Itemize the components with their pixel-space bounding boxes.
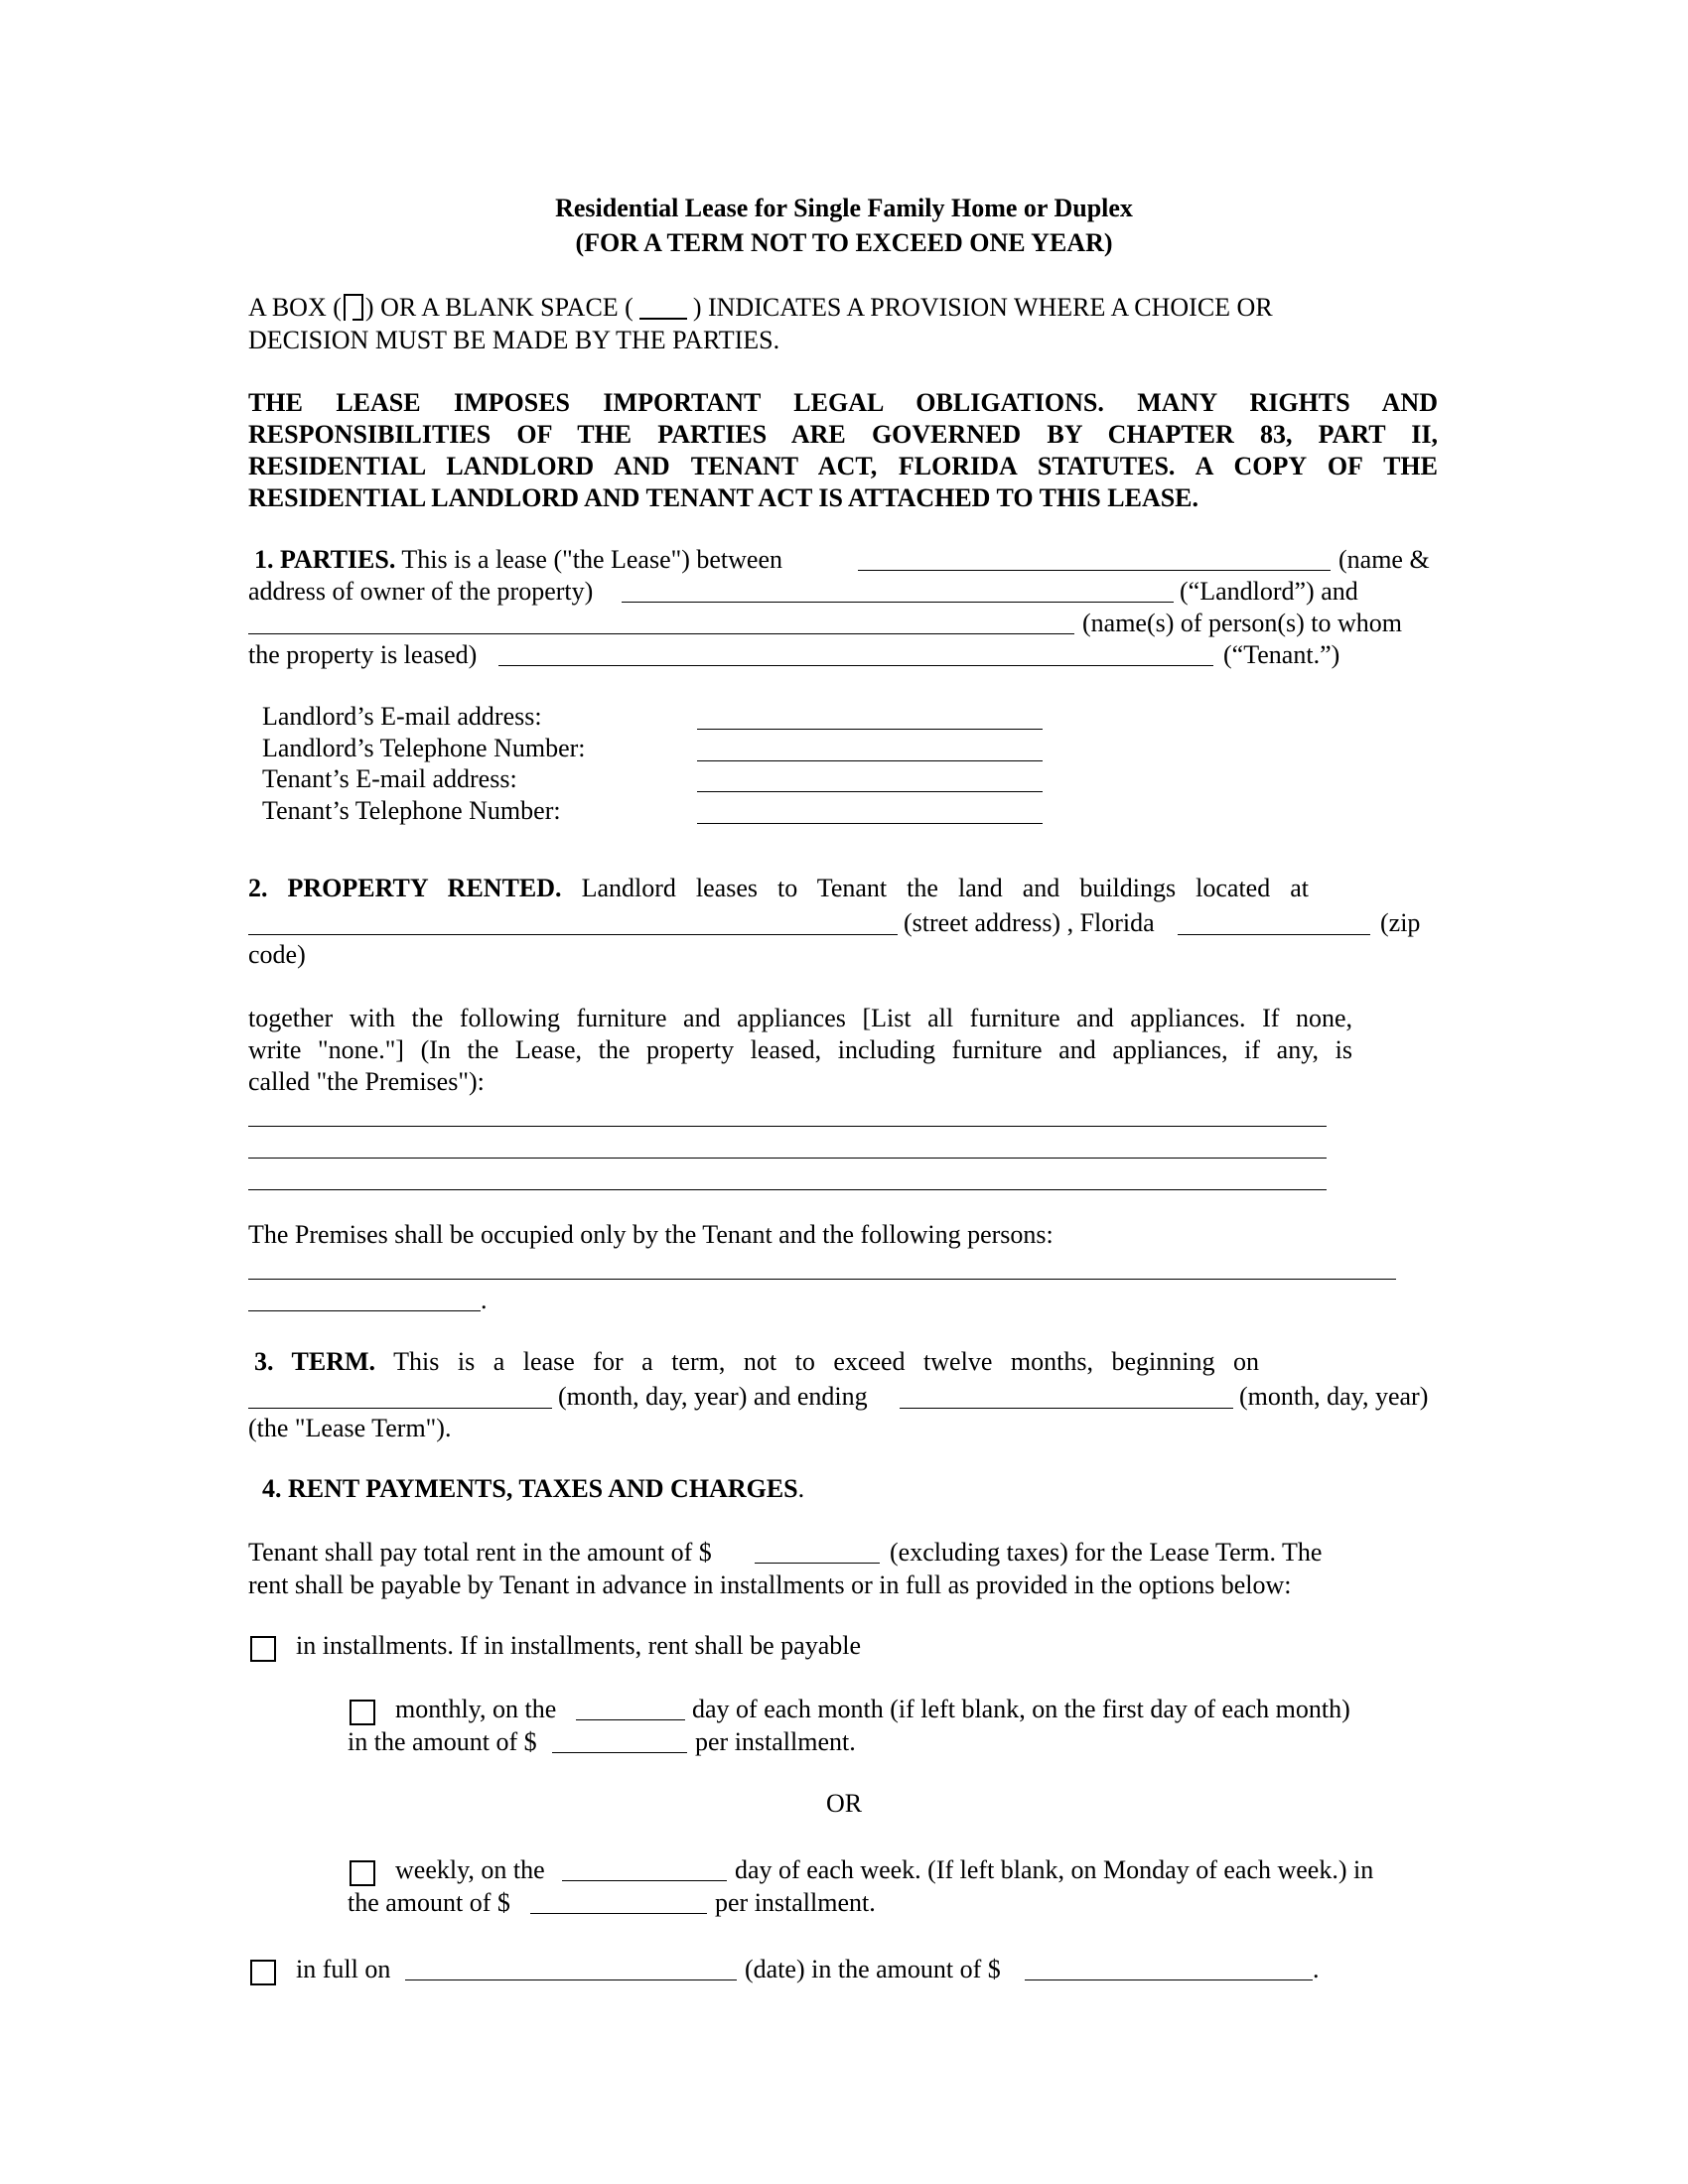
tenant-email-blank[interactable] [697, 791, 1043, 792]
in-full-checkbox[interactable] [250, 1960, 276, 1985]
monthly-per-label: per installment. [695, 1727, 856, 1756]
sample-blank-icon [639, 300, 687, 320]
weekly-checkbox[interactable] [350, 1860, 375, 1886]
s3-start-label: (month, day, year) and ending [558, 1382, 868, 1411]
s2-heading: 2. PROPERTY RENTED. [248, 874, 562, 902]
occupants-blank-2[interactable] [248, 1310, 481, 1311]
tenant-phone-blank[interactable] [697, 823, 1043, 824]
s1-tenant-names-label: (name(s) of person(s) to whom [1082, 609, 1403, 637]
intro-line-2: DECISION MUST BE MADE BY THE PARTIES. [248, 326, 780, 354]
s2-occupied-text: The Premises shall be occupied only by the Tenant and the following persons: [248, 1220, 1054, 1249]
monthly-amount-blank[interactable] [552, 1752, 687, 1753]
in-full-amount-blank[interactable] [1025, 1979, 1313, 1980]
s1-landlord-label: (“Landlord”) and [1180, 577, 1358, 606]
landlord-email-blank[interactable] [697, 729, 1043, 730]
s2-para-1: together with the following furniture and appliances [List all furniture and appliances. If none, [248, 1004, 1352, 1032]
or-label: OR [825, 1789, 863, 1818]
monthly-amount-label: in the amount of $ [348, 1727, 537, 1756]
s3-end-label: (month, day, year) [1239, 1382, 1429, 1411]
document-title: Residential Lease for Single Family Home or Duplex [555, 194, 1133, 222]
warning-line-2: RESPONSIBILITIES OF THE PARTIES ARE GOVERNED BY CHAPTER 83, PART II, [248, 420, 1438, 449]
landlord-address-blank[interactable] [622, 602, 1174, 603]
weekly-amount-label: the amount of $ [348, 1888, 510, 1917]
s1-heading: 1. PARTIES. [254, 545, 396, 574]
start-date-blank[interactable] [248, 1408, 552, 1409]
s1-line-1: 1. PARTIES. This is a lease ("the Lease") between [254, 545, 783, 574]
s3-lease-term-label: (the "Lease Term"). [248, 1414, 452, 1442]
monthly-checkbox[interactable] [350, 1700, 375, 1725]
landlord-name-blank[interactable] [858, 570, 1331, 571]
s3-line-1: 3. TERM. This is a lease for a term, not to exceed twelve months, beginning on [254, 1347, 1259, 1376]
weekly-amount-blank[interactable] [530, 1913, 707, 1914]
occupants-blank-1[interactable] [248, 1279, 1396, 1280]
intro-line: A BOX ( ) OR A BLANK SPACE ( ) INDICATES A PROVISION WHERE A CHOICE OR [248, 293, 1273, 322]
s4-para-2: rent shall be payable by Tenant in advance in installments or in full as provided in the options below: [248, 1570, 1292, 1599]
weekly-day-blank[interactable] [562, 1880, 727, 1881]
end-date-blank[interactable] [900, 1408, 1233, 1409]
s2-zip-label: (zip [1380, 908, 1421, 937]
s4-heading-line: 4. RENT PAYMENTS, TAXES AND CHARGES. [262, 1474, 805, 1503]
warning-line-4: RESIDENTIAL LANDLORD AND TENANT ACT IS ATTACHED TO THIS LEASE. [248, 483, 1199, 512]
in-full-date-blank[interactable] [405, 1979, 737, 1980]
s1-tenant-label: (“Tenant.”) [1223, 640, 1340, 669]
total-rent-blank[interactable] [755, 1563, 880, 1564]
weekly-day-label: day of each week. (If left blank, on Monday of each week.) in [735, 1855, 1374, 1884]
street-address-blank[interactable] [248, 934, 898, 935]
tenant-name-blank-2[interactable] [498, 665, 1213, 666]
in-full-amount-label: (date) in the amount of $ [745, 1955, 1001, 1983]
s1-name-label: (name & [1338, 545, 1430, 574]
monthly-day-label: day of each month (if left blank, on the first day of each month) [692, 1695, 1350, 1723]
s2-para-3: called "the Premises"): [248, 1067, 485, 1096]
installments-checkbox[interactable] [250, 1636, 276, 1662]
monthly-label: monthly, on the [395, 1695, 557, 1723]
s4-heading: 4. RENT PAYMENTS, TAXES AND CHARGES [262, 1474, 798, 1503]
s2-para-2: write "none."] (In the Lease, the property leased, including furniture and appliances, if any, is [248, 1035, 1352, 1064]
monthly-day-blank[interactable] [576, 1719, 685, 1720]
s1-leased-label: the property is leased) [248, 640, 478, 669]
tenant-email-label: Tenant’s E-mail address: [262, 764, 517, 793]
s2-line-1: 2. PROPERTY RENTED. Landlord leases to Tenant the land and buildings located at [248, 874, 1309, 902]
warning-line-1: THE LEASE IMPOSES IMPORTANT LEGAL OBLIGATIONS. MANY RIGHTS AND [248, 388, 1438, 417]
weekly-per-label: per installment. [715, 1888, 876, 1917]
zip-blank[interactable] [1178, 934, 1370, 935]
landlord-phone-label: Landlord’s Telephone Number: [262, 734, 586, 762]
s4-rent-label: Tenant shall pay total rent in the amount of $ [248, 1538, 712, 1567]
warning-line-3: RESIDENTIAL LANDLORD AND TENANT ACT, FLORIDA STATUTES. A COPY OF THE [248, 452, 1438, 480]
s1-address-label: address of owner of the property) [248, 577, 594, 606]
tenant-phone-label: Tenant’s Telephone Number: [262, 796, 561, 825]
in-full-period: . [1313, 1955, 1320, 1983]
installments-label: in installments. If in installments, rent shall be payable [296, 1631, 861, 1660]
furniture-blank-3[interactable] [248, 1189, 1327, 1190]
s2-street-label: (street address) , Florida [904, 908, 1155, 937]
tenant-name-blank[interactable] [248, 633, 1074, 634]
s2-period: . [481, 1286, 488, 1314]
s2-code-label: code) [248, 940, 306, 969]
weekly-label: weekly, on the [395, 1855, 545, 1884]
furniture-blank-1[interactable] [248, 1126, 1327, 1127]
furniture-blank-2[interactable] [248, 1158, 1327, 1159]
landlord-email-label: Landlord’s E-mail address: [262, 702, 542, 731]
document-subtitle: (FOR A TERM NOT TO EXCEED ONE YEAR) [575, 228, 1113, 257]
sample-box-icon [344, 294, 363, 321]
in-full-label: in full on [296, 1955, 391, 1983]
s3-heading: 3. TERM. [254, 1347, 376, 1376]
s4-rent-label-2: (excluding taxes) for the Lease Term. The [890, 1538, 1323, 1567]
landlord-phone-blank[interactable] [697, 760, 1043, 761]
